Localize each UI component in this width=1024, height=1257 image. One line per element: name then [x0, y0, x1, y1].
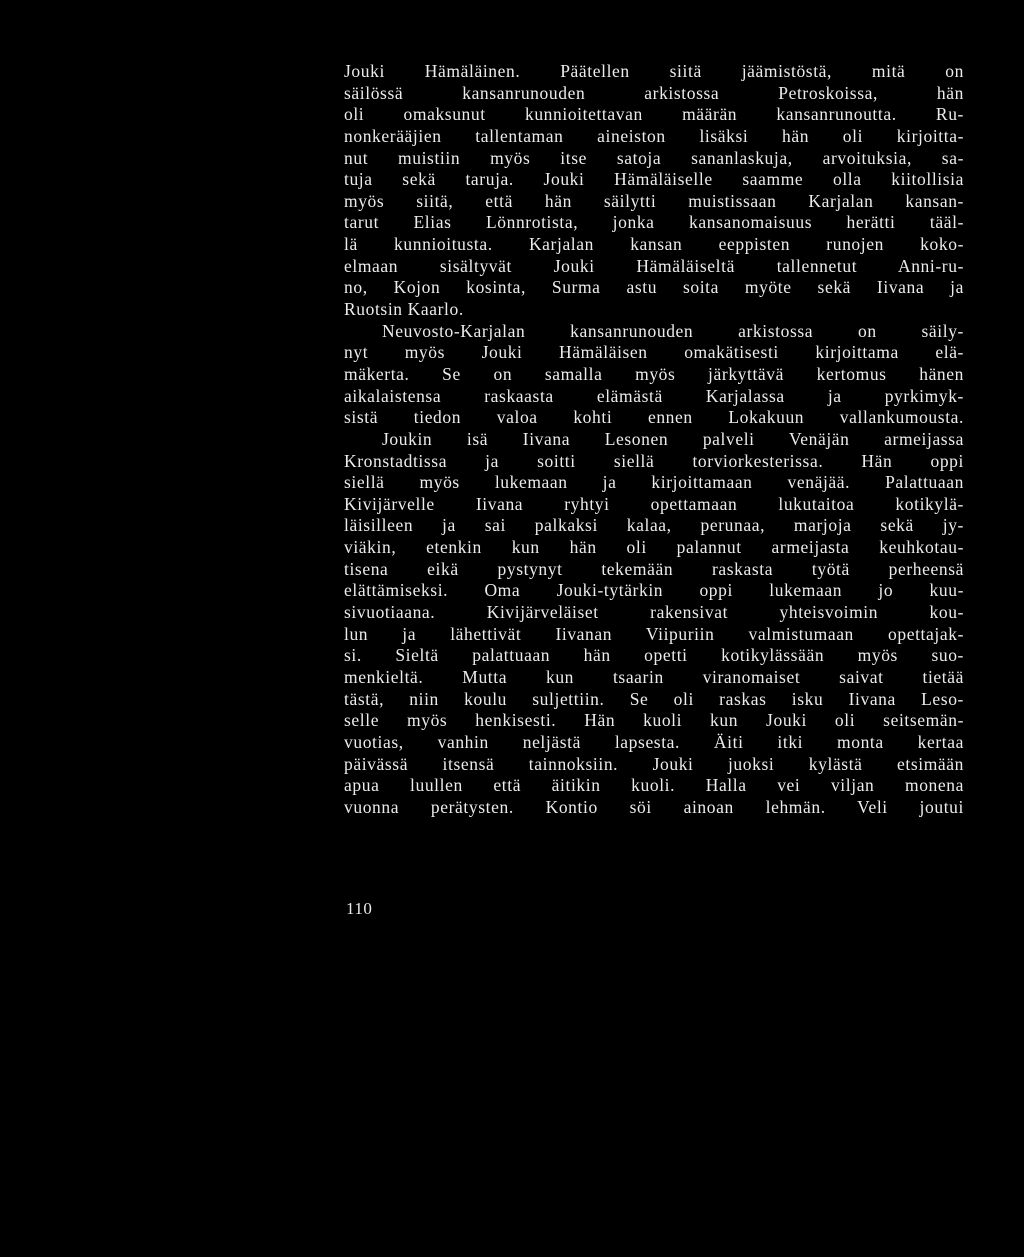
text-line: vuonna perätysten. Kontio söi ainoan lehmän. Veli joutui: [344, 796, 964, 817]
text-line: Kivijärvelle Iivana ryhtyi opettamaan lukutaitoa kotikylä-: [344, 493, 964, 514]
text-line: Joukin isä Iivana Lesonen palveli Venäjän armeijassa: [382, 428, 964, 449]
text-line: vuotias, vanhin neljästä lapsesta. Äiti itki monta kertaa: [344, 731, 964, 752]
text-line: no, Kojon kosinta, Surma astu soita myöte sekä Iivana ja: [344, 277, 964, 298]
text-line: Kronstadtissa ja soitti siellä torviorkesterissa. Hän oppi: [344, 450, 964, 471]
text-line: päivässä itsensä tainnoksiin. Jouki juoksi kylästä etsimään: [344, 753, 964, 774]
text-line: nut muistiin myös itse satoja sananlaskuja, arvoituksia, sa-: [344, 147, 964, 168]
text-line: myös siitä, että hän säilytti muistissaan Karjalan kansan-: [344, 190, 964, 211]
text-line: oli omaksunut kunnioitettavan määrän kansanrunoutta. Ru-: [344, 104, 964, 125]
text-line: säilössä kansanrunouden arkistossa Petroskoissa, hän: [344, 82, 964, 103]
text-line: nyt myös Jouki Hämäläisen omakätisesti kirjoittama elä-: [344, 342, 964, 363]
text-line: sistä tiedon valoa kohti ennen Lokakuun vallankumousta.: [344, 407, 964, 428]
text-line: mäkerta. Se on samalla myös järkyttävä kertomus hänen: [344, 363, 964, 384]
text-line: aikalaistensa raskaasta elämästä Karjalassa ja pyrkimyk-: [344, 385, 964, 406]
text-line: si. Sieltä palattuaan hän opetti kotikylässään myös suo-: [344, 645, 964, 666]
text-line: siellä myös lukemaan ja kirjoittamaan venäjää. Palattuaan: [344, 472, 964, 493]
text-line: tuja sekä taruja. Jouki Hämäläiselle saamme olla kiitollisia: [344, 169, 964, 190]
text-line: selle myös henkisesti. Hän kuoli kun Jouki oli seitsemän-: [344, 710, 964, 731]
text-line: nonkerääjien tallentaman aineiston lisäksi hän oli kirjoitta-: [344, 125, 964, 146]
text-line: tarut Elias Lönnrotista, jonka kansanomaisuus herätti tääl-: [344, 212, 964, 233]
text-line: lun ja lähettivät Iivanan Viipuriin valmistumaan opettajak-: [344, 623, 964, 644]
text-line: tästä, niin koulu suljettiin. Se oli raskas isku Iivana Leso-: [344, 688, 964, 709]
text-line: elmaan sisältyvät Jouki Hämäläiseltä tallennetut Anni-ru-: [344, 255, 964, 276]
paragraph-1: [344, 61, 964, 321]
text-line: sivuotiaana. Kivijärveläiset rakensivat yhteisvoimin kou-: [344, 602, 964, 623]
body-text: [344, 61, 964, 818]
text-line: lä kunnioitusta. Karjalan kansan eeppisten runojen koko-: [344, 234, 964, 255]
text-line: Neuvosto-Karjalan kansanrunouden arkistossa on säily-: [382, 320, 964, 341]
text-line: menkieltä. Mutta kun tsaarin viranomaiset saivat tietää: [344, 666, 964, 687]
text-line: elättämiseksi. Oma Jouki-tytärkin oppi lukemaan jo kuu-: [344, 580, 964, 601]
text-line: tisena eikä pystynyt tekemään raskasta työtä perheensä: [344, 558, 964, 579]
text-line: viäkin, etenkin kun hän oli palannut armeijasta keuhkotau-: [344, 537, 964, 558]
paragraph-2: [344, 321, 964, 429]
text-line: Jouki Hämäläinen. Päätellen siitä jäämistöstä, mitä on: [344, 61, 964, 81]
text-line: Ruotsin Kaarlo.: [344, 299, 464, 320]
text-line: läisilleen ja sai palkaksi kalaa, perunaa, marjoja sekä jy-: [344, 515, 964, 536]
text-line: apua luullen että äitikin kuoli. Halla vei viljan monena: [344, 775, 964, 796]
page-number: 110: [346, 899, 373, 918]
paragraph-3: [344, 429, 964, 819]
